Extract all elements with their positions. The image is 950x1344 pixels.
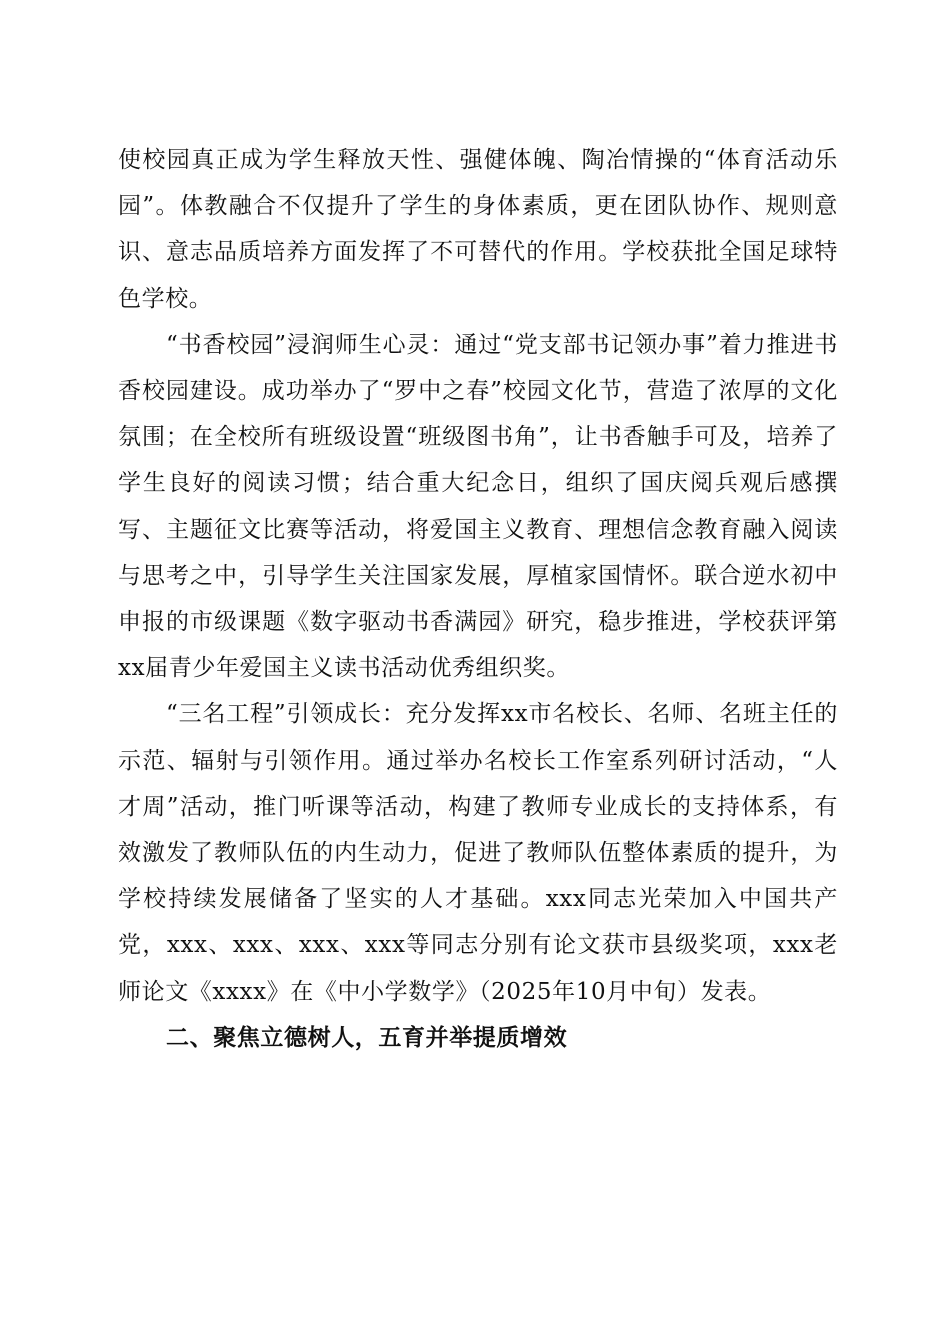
section-heading: 二、聚焦立德树人，五育并举提质增效 — [166, 1024, 568, 1051]
paragraph-three-famous-project: “三名工程”引领成长：充分发挥xx市名校长、名师、名班主任的示范、辐射与引领作用。通过举办名校长工作室系列研讨活动，“人才周”活动，推门听课等活动，构建了教师专业成长的支持体系，有效激发了教师队伍的内生动力，促进了教师队伍整体素质的提升，为学校持续发展储备了坚实的人才基础。xxx同志光荣加入中国共产党，xxx、xxx、xxx、xxx等同志分别有论文获市县级奖项，xxx老师论文《xxxx》在《中小学数学》（2025年10月中旬）发表。 — [118, 701, 838, 1005]
document-body — [118, 137, 838, 1061]
paragraph-sports-campus: 使校园真正成为学生释放天性、强健体魄、陶冶情操的“体育活动乐园”。体教融合不仅提升了学生的身体素质，更在团队协作、规则意识、意志品质培养方面发挥了不可替代的作用。学校获批全国足球特色学校。 — [118, 147, 838, 312]
paragraph-reading-campus: “书香校园”浸润师生心灵：通过“党支部书记领办事”着力推进书香校园建设。成功举办了“罗中之春”校园文化节，营造了浓厚的文化氛围；在全校所有班级设置“班级图书角”，让书香触手可及，培养了学生良好的阅读习惯；结合重大纪念日，组织了国庆阅兵观后感撰写、主题征文比赛等活动，将爱国主义教育、理想信念教育融入阅读与思考之中，引导学生关注国家发展，厚植家国情怀。联合逆水初中申报的市级课题《数字驱动书香满园》研究，稳步推进，学校获评第xx届青少年爱国主义读书活动优秀组织奖。 — [118, 331, 838, 682]
